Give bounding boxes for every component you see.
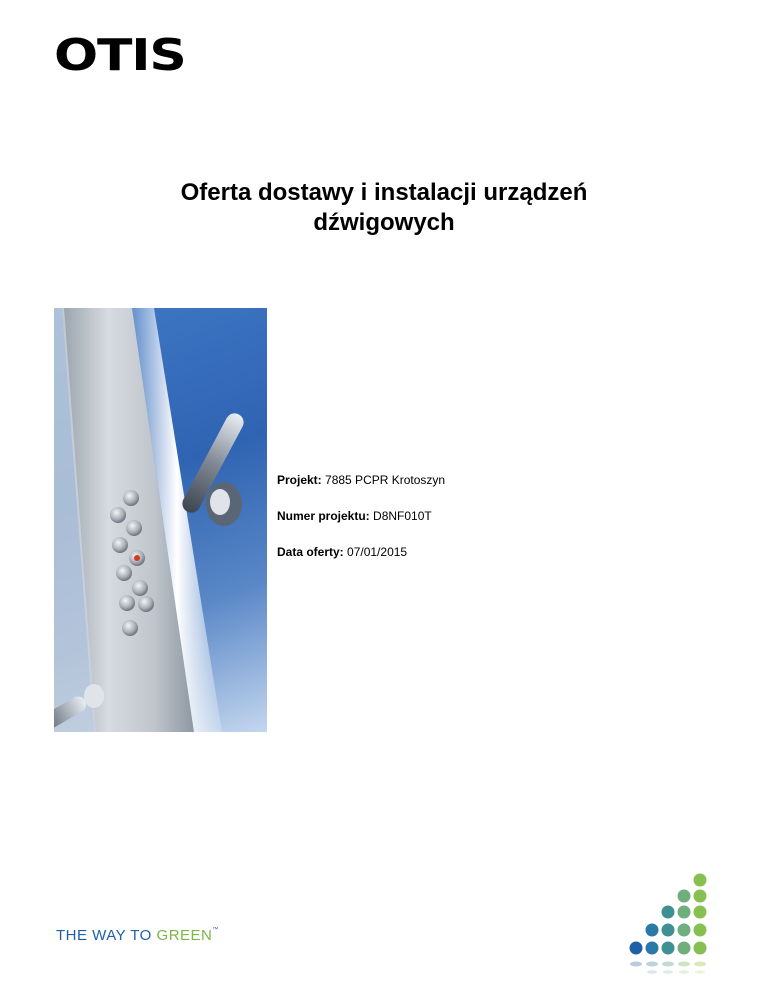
green-dots-logo xyxy=(610,868,750,988)
project-label: Projekt: xyxy=(277,473,322,487)
offer-date-value: 07/01/2015 xyxy=(347,545,408,559)
title-line-2: dźwigowych xyxy=(313,209,455,236)
tagline-part-1: THE WAY TO xyxy=(56,927,157,944)
elevator-panel-photo xyxy=(54,308,267,732)
otis-logo: OTIS xyxy=(54,30,186,81)
document-title xyxy=(0,178,768,238)
tagline-part-2: GREEN xyxy=(156,927,213,944)
project-info xyxy=(277,473,445,581)
tagline xyxy=(56,927,219,944)
elevator-panel-illustration xyxy=(54,308,267,732)
project-number-value: D8NF010T xyxy=(373,509,432,523)
project-number-label: Numer projektu: xyxy=(277,509,370,523)
project-row xyxy=(277,473,445,487)
project-number-row xyxy=(277,509,445,523)
offer-date-row xyxy=(277,545,445,559)
project-value: 7885 PCPR Krotoszyn xyxy=(325,473,446,487)
trademark-symbol: ™ xyxy=(212,927,219,933)
offer-date-label: Data oferty: xyxy=(277,545,344,559)
title-line-1: Oferta dostawy i instalacji urządzeń xyxy=(180,179,588,206)
